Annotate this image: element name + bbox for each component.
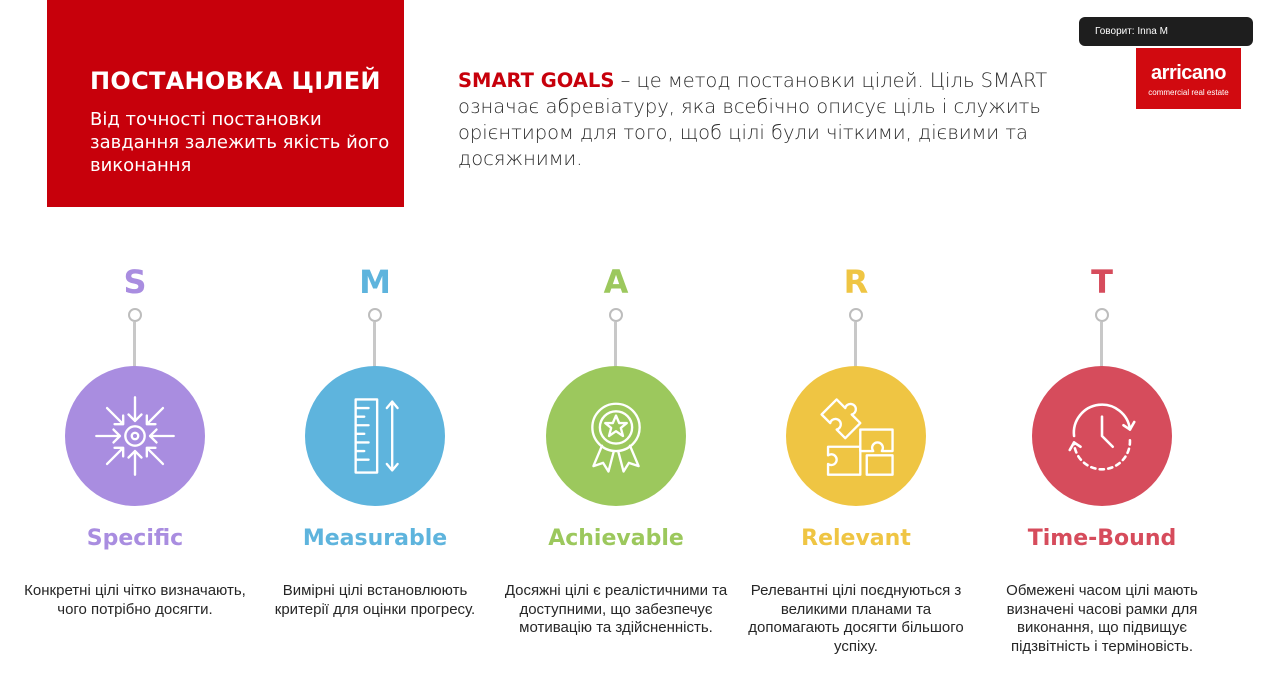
award-badge-icon: [573, 393, 659, 479]
goal-title: Relevant: [801, 526, 911, 551]
connector-line: [133, 322, 136, 368]
logo-tagline: commercial real estate: [1148, 88, 1229, 97]
focus-arrows-icon: [92, 393, 178, 479]
connector-line: [373, 322, 376, 368]
goal-letter: A: [603, 263, 629, 301]
page-title: ПОСТАНОВКА ЦІЛЕЙ: [90, 67, 381, 95]
goal-title: Specific: [86, 526, 184, 551]
goal-description: Вимірні цілі встановлюють критерії для оцінки прогресу.: [274, 582, 476, 618]
intro-paragraph: [458, 68, 1058, 172]
connector-pin: [609, 308, 623, 322]
speaker-indicator: [1079, 17, 1253, 46]
goal-description: Конкретні цілі чітко визначають, чого потрібно досягти.: [24, 582, 246, 618]
title-panel: [47, 0, 404, 207]
intro-text: – це метод постановки цілей. Ціль SMART означає абревіатуру, яка всебічно описує ціль і служить орієнтиром для того, щоб цілі були чіткими, дієвими та досяжними.: [458, 69, 1048, 170]
goal-title: Measurable: [302, 526, 448, 551]
goal-letter: T: [1091, 263, 1113, 301]
connector-pin: [1095, 308, 1109, 322]
goal-icon-circle: [546, 366, 686, 506]
page-subtitle: Від точності постановки завдання залежить якість його виконання: [90, 109, 390, 176]
goal-icon-circle: [1032, 366, 1172, 506]
connector-line: [614, 322, 617, 368]
connector-pin: [128, 308, 142, 322]
goal-title: Achievable: [548, 526, 684, 551]
goal-description: Досяжні цілі є реалістичними та доступними, що забезпечує мотивацію та здійсненність.: [504, 582, 728, 636]
company-logo: [1136, 48, 1241, 109]
logo-name: arricano: [1151, 62, 1226, 84]
connector-line: [1100, 322, 1103, 368]
ruler-icon: [332, 393, 418, 479]
goal-icon-circle: [305, 366, 445, 506]
speaker-label: Говорит: Inna M: [1095, 26, 1168, 37]
goal-letter: R: [843, 263, 869, 301]
connector-line: [854, 322, 857, 368]
clock-icon: [1059, 393, 1145, 479]
goal-icon-circle: [65, 366, 205, 506]
intro-lead: SMART GOALS: [458, 69, 615, 92]
goal-letter: M: [359, 263, 391, 301]
goal-description: Обмежені часом цілі мають визначені часові рамки для виконання, що підвищує підзвітність і терміновість.: [1006, 582, 1198, 655]
goal-letter: S: [123, 263, 147, 301]
connector-pin: [849, 308, 863, 322]
connector-pin: [368, 308, 382, 322]
puzzle-icon: [813, 393, 899, 479]
goal-description: Релевантні цілі поєднуються з великими планами та допомагають досягти більшого успіху.: [748, 582, 964, 655]
goal-icon-circle: [786, 366, 926, 506]
goal-title: Time-Bound: [1027, 526, 1177, 551]
